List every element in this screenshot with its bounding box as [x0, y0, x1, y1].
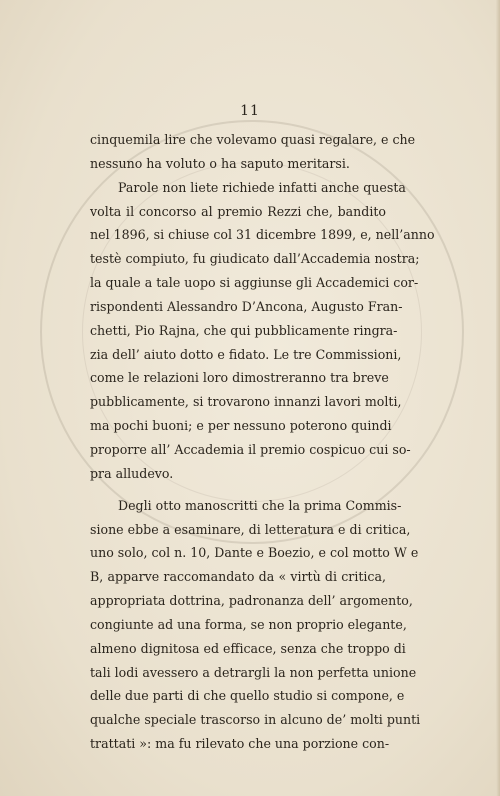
text-line: delle due parti di che quello studio si compone, e	[90, 688, 405, 704]
text-line: pra alludevo.	[90, 465, 174, 481]
text-line: trattati »: ma fu rilevato che una porzione con-	[90, 736, 390, 752]
text-line: volta il concorso al premio Rezzi che, bandito	[90, 203, 386, 219]
text-line: qualche speciale trascorso in alcuno de’ molti punti	[90, 712, 421, 728]
text-line: zia dell’ aiuto dotto e fidato. Le tre Commissioni,	[90, 346, 402, 362]
text-line: cinquemila lire che volevamo quasi regalare, e che	[90, 132, 416, 147]
text-line: proporre all’ Accademia il premio cospicuo cui so-	[90, 441, 411, 457]
text-line: almeno dignitosa ed efficace, senza che troppo di	[90, 640, 406, 656]
text-line: Parole non liete richiede infatti anche questa	[118, 179, 406, 195]
text-line: rispondenti Alessandro D’Ancona, Augusto Fran-	[90, 298, 403, 314]
text-line: testè compiuto, fu giudicato dall’Accademia nostra;	[90, 251, 420, 267]
page-edge-shadow	[496, 0, 500, 796]
text-line: appropriata dottrina, padronanza dell’ argomento,	[90, 593, 413, 609]
text-line: come le relazioni loro dimostreranno tra breve	[90, 370, 389, 386]
text-line: chetti, Pio Rajna, che qui pubblicamente ringra-	[90, 322, 398, 338]
page-number: 11	[240, 103, 260, 119]
text-line: congiunte ad una forma, se non proprio elegante,	[90, 616, 407, 632]
text-line: nel 1896, si chiuse col 31 dicembre 1899, e, nell’anno	[90, 227, 435, 243]
body-text	[90, 128, 435, 756]
text-line: nessuno ha voluto o ha saputo meritarsi.	[90, 155, 350, 171]
text-line: uno solo, col n. 10, Dante e Boezio, e col motto W e	[90, 545, 419, 561]
text-line: Degli otto manoscritti che la prima Commis-	[118, 497, 402, 513]
text-line: ma pochi buoni; e per nessuno poterono quindi	[90, 418, 392, 434]
text-line: B, apparve raccomandato da « virtù di critica,	[90, 569, 386, 585]
text-line: la quale a tale uopo si aggiunse gli Accademici cor-	[90, 275, 419, 291]
text-line: sione ebbe a esaminare, di letteratura e di critica,	[90, 521, 411, 537]
text-line: pubblicamente, si trovarono innanzi lavori molti,	[90, 394, 402, 410]
text-line: tali lodi avessero a detrargli la non perfetta unione	[90, 664, 417, 680]
